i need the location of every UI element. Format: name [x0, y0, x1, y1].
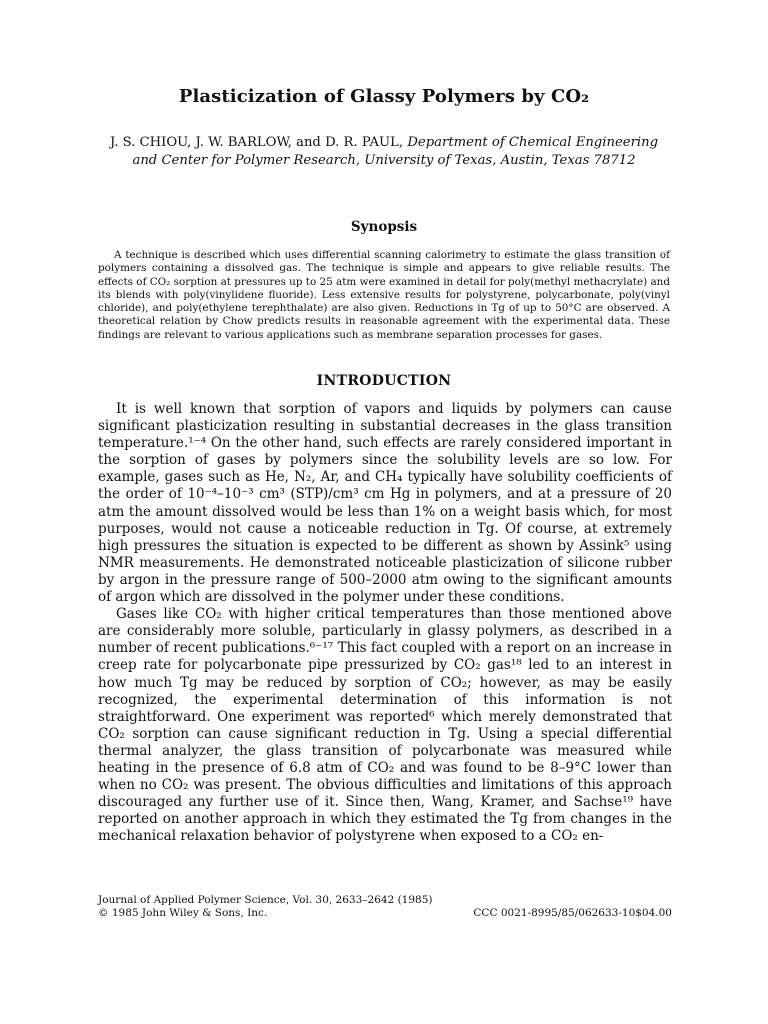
author-block	[96, 134, 672, 170]
journal-citation: Journal of Applied Polymer Science, Vol. 30, 2633–2642 (1985)	[98, 894, 433, 906]
author-names: J. S. CHIOU, J. W. BARLOW, and D. R. PAUL,	[109, 135, 404, 150]
introduction-heading: INTRODUCTION	[316, 373, 452, 389]
synopsis-heading: Synopsis	[350, 219, 418, 235]
ccc-code: CCC 0021-8995/85/062633-10$04.00	[473, 907, 672, 919]
page-footer	[98, 894, 672, 920]
paper-title: Plasticization of Glassy Polymers by CO₂	[178, 86, 590, 107]
body-paragraph: It is well known that sorption of vapors and liquids by polymers can cause significant plasticization resulting in substantial decreases in the glass transition temperature.¹⁻⁴ On the other hand, such effects are rarely considered important in the sorption of gases by polymers since the solubility levels are so low. For example, gases such as He, N₂, Ar, and CH₄ typically have solubility coefficients of the order of 10⁻⁴–10⁻³ cm³ (STP)/cm³ cm Hg in polymers, and at a pressure of 20 atm the amount dissolved would be less than 1% on a weight basis which, for most purposes, would not cause a noticeable reduction in Tg. Of course, at extremely high pressures the situation is expected to be different as shown by Assink⁵ using NMR measurements. He demonstrated noticeable plasticization of silicone rubber by argon in the pressure range of 500–2000 atm owing to the significant amounts of argon which are dissolved in the polymer under these conditions.	[98, 401, 672, 606]
introduction-body	[98, 401, 672, 845]
copyright-notice: © 1985 John Wiley & Sons, Inc.	[98, 907, 268, 919]
synopsis-text: A technique is described which uses differential scanning calorimetry to estimate the glass transition of polymers containing a dissolved gas. The technique is simple and appears to give reliable results. The effects of CO₂ sorption at pressures up to 25 atm were examined in detail for poly(methyl methacrylate) and its blends with poly(vinylidene fluoride). Less extensive results for polystyrene, polycarbonate, poly(vinyl chloride), and poly(ethylene terephthalate) are also given. Reductions in Tg of up to 50°C are observed. A theoretical relation by Chow predicts results in reasonable agreement with the experimental data. These findings are relevant to various applications such as membrane separation processes for gases.	[98, 249, 671, 341]
body-paragraph: Gases like CO₂ with higher critical temperatures than those mentioned above are considerably more soluble, particularly in glassy polymers, as described in a number of recent publications.⁶⁻¹⁷ This fact coupled with a report on an increase in creep rate for polycarbonate pipe pressurized by CO₂ gas¹⁸ led to an interest in how much Tg may be reduced by sorption of CO₂; however, as may be easily recognized, the experimental determination of this information is not straightforward. One experiment was reported⁶ which merely demonstrated that CO₂ sorption can cause significant reduction in Tg. Using a special differential thermal analyzer, the glass transition of polycarbonate was measured while heating in the presence of 6.8 atm of CO₂ and was found to be 8–9°C lower than when no CO₂ was present. The obvious difficulties and limitations of this approach discouraged any further use of it. Since then, Wang, Kramer, and Sachse¹⁹ have reported on another approach in which they estimated the Tg from changes in the mechanical relaxation behavior of polystyrene when exposed to a CO₂ en-	[98, 606, 672, 845]
author-affiliation: Department of Chemical Engineering and Center for Polymer Research, University of Texas, Austin, Texas 78712	[132, 135, 659, 168]
